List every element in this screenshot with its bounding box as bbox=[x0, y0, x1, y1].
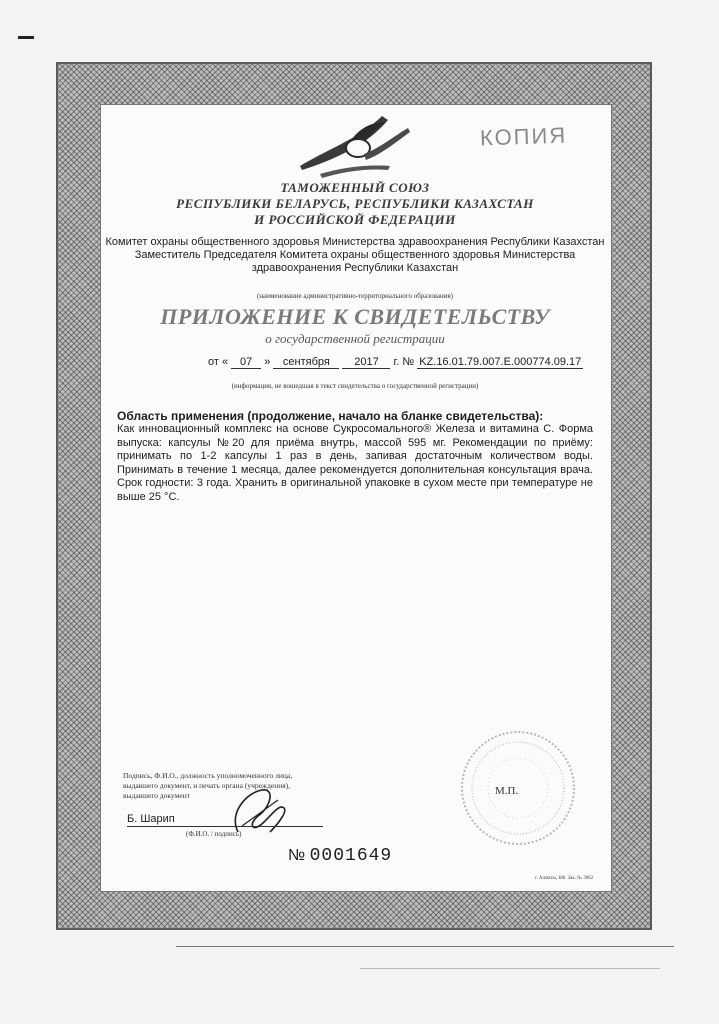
serial-sign: № bbox=[288, 847, 306, 864]
registration-number: KZ.16.01.79.007.E.000774.09.17 bbox=[419, 356, 582, 368]
signer-name: Б. Шарип bbox=[127, 813, 323, 827]
union-title-line-2: РЕСПУБЛИКИ БЕЛАРУСЬ, РЕСПУБЛИКИ КАЗАХСТАН bbox=[176, 196, 534, 211]
scope-body: Как инновационный комплекс на основе Сукросомального® Железа и витамина С. Форма выпуска: капсулы №20 для приёма внутрь, массой 595 мг. Рекомендации по приёму: принимать по 1-2 капсулы 1 раз в день, запивая достаточным количеством воды. Принимать в течение 1 месяца, далее рекомендуется дополнительная консультация врача. Срок годности: 3 года. Хранить в оригинальной упаковке в сухом месте при температуре не выше 25 °С. bbox=[117, 423, 593, 503]
copy-stamp: КОПИЯ bbox=[479, 122, 568, 151]
printer-note: г. Алматы, БФ. Зак. № 3062 bbox=[535, 876, 594, 881]
scan-artifact-line bbox=[176, 946, 674, 947]
customs-union-emblem-icon bbox=[290, 108, 420, 180]
number-sign: № bbox=[402, 356, 415, 368]
authority-caption: (наименование административно-территориального образования) bbox=[256, 292, 453, 300]
date-prefix: от « bbox=[208, 356, 229, 368]
union-title-line-1: ТАМОЖЕННЫЙ СОЮЗ bbox=[280, 180, 430, 195]
signature-caption-line-3: выдавшего документ bbox=[123, 791, 191, 800]
date-day: 07 bbox=[231, 356, 261, 369]
serial-value: 0001649 bbox=[309, 846, 393, 866]
date-close-quote: » bbox=[264, 356, 271, 368]
registration-caption: (информация, не вошедшая в текст свидетельства о государственной регистрации) bbox=[231, 382, 479, 390]
date-year: 2017 bbox=[342, 356, 390, 369]
date-year-suffix: г. bbox=[393, 356, 400, 368]
signature-caption-line-1: Подпись, Ф.И.О., должность уполномоченного лица, bbox=[123, 771, 293, 780]
authority-line-2: Заместитель Председателя Комитета охраны общественного здоровья Министерства bbox=[134, 249, 576, 261]
signature-caption-line-2: выдавшего документ, и печать органа (учреждения), bbox=[123, 781, 291, 790]
seal-placeholder-label: М.П. bbox=[495, 785, 519, 797]
union-title-line-3: И РОССИЙСКОЙ ФЕДЕРАЦИИ bbox=[254, 212, 456, 227]
document-subtitle: о государственной регистрации bbox=[265, 331, 445, 346]
page-mark bbox=[18, 36, 34, 39]
document-title: ПРИЛОЖЕНИЕ К СВИДЕТЕЛЬСТВУ bbox=[160, 304, 550, 329]
authority-line-3: здравоохранения Республики Казахстан bbox=[251, 262, 459, 274]
scan-artifact-line-faint bbox=[360, 968, 660, 969]
scope-title: Область применения (продолжение, начало на бланке свидетельства): bbox=[117, 409, 544, 423]
authority-line-1: Комитет охраны общественного здоровья Министерства здравоохранения Республики Казахстан bbox=[105, 236, 605, 248]
registration-date-line bbox=[208, 356, 608, 369]
blank-serial-number bbox=[288, 846, 392, 866]
signer-name-caption: (Ф.И.О. / подпись) bbox=[186, 830, 242, 838]
date-month: сентября bbox=[273, 356, 339, 369]
